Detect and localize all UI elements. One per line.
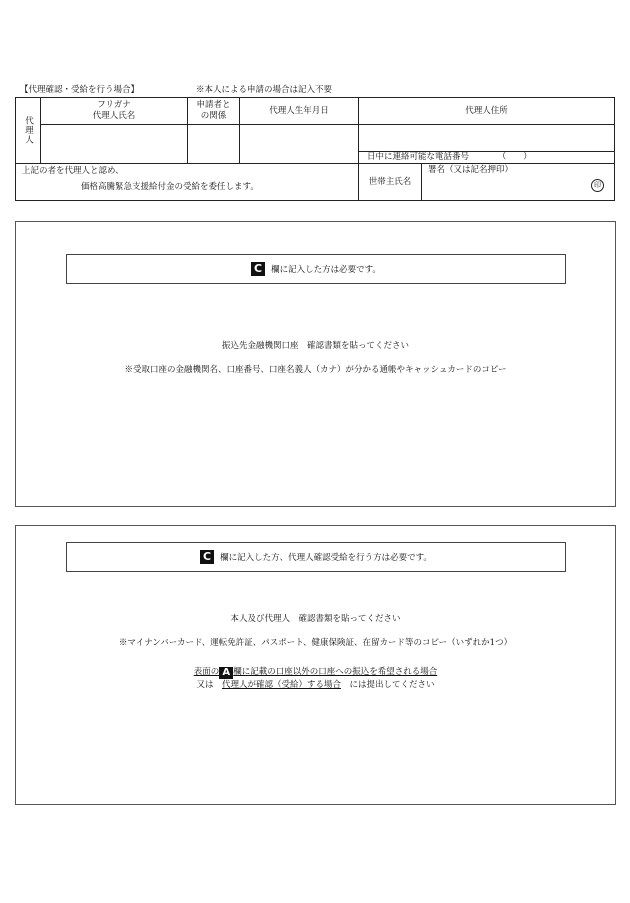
c-badge-icon: C <box>200 550 214 564</box>
phone-paren: （ ） <box>497 152 532 162</box>
relation-field[interactable] <box>188 125 240 164</box>
signature-label: 署名（又は記名押印） <box>428 165 514 175</box>
box2-sub-text: ※マイナンバーカード、運転免許証、パスポート、健康保険証、在留カード等のコピー（いずれか1つ） <box>118 638 513 648</box>
box2-condition-1: 表面の A 欄に記載の口座以外の口座への振込を希望される場合 <box>193 667 438 678</box>
c-badge-icon: C <box>251 262 265 276</box>
phone-field[interactable] <box>359 152 615 164</box>
identity-doc-attach-area[interactable] <box>15 525 616 805</box>
box2-condition-2: 又は 代理人が確認（受給）する場合 には提出してください <box>196 680 435 690</box>
furigana-name-header: フリガナ 代理人氏名 <box>41 98 188 125</box>
a-badge-icon: A <box>219 667 233 679</box>
phone-label: 日中に連絡可能な電話番号 <box>367 152 470 162</box>
birthdate-field[interactable] <box>240 125 359 164</box>
address-field[interactable] <box>359 125 615 152</box>
section-title: 【代理確認・受給を行う場合】 <box>20 85 140 95</box>
seal-mark: 印 <box>591 179 604 192</box>
birthdate-header: 代理人生年月日 <box>240 98 359 125</box>
box1-notice: C 欄に記入した方は必要です。 <box>66 254 566 284</box>
agent-name-field[interactable] <box>41 125 188 164</box>
delegation-statement: 上記の者を代理人と認め、 価格高騰緊急支援給付金の受給を委任します。 <box>16 164 359 201</box>
box1-main-text: 振込先金融機関口座 確認書類を貼ってください <box>221 341 409 351</box>
signature-field[interactable] <box>422 164 615 201</box>
agent-side-label: 代理人 <box>16 98 41 164</box>
relation-header: 申請者と の関係 <box>188 98 240 125</box>
box2-notice: C 欄に記入した方、代理人確認受給を行う方は必要です。 <box>66 542 566 572</box>
householder-label: 世帯主氏名 <box>359 164 422 201</box>
section-note: ※本人による申請の場合は記入不要 <box>196 85 333 95</box>
box2-main-text: 本人及び代理人 確認書類を貼ってください <box>230 614 401 624</box>
box1-sub-text: ※受取口座の金融機関名、口座番号、口座名義人（カナ）が分かる通帳やキャッシュカードのコピー <box>124 365 507 375</box>
agent-table <box>15 97 615 201</box>
bank-doc-attach-area[interactable] <box>15 221 616 507</box>
address-header: 代理人住所 <box>359 98 615 125</box>
